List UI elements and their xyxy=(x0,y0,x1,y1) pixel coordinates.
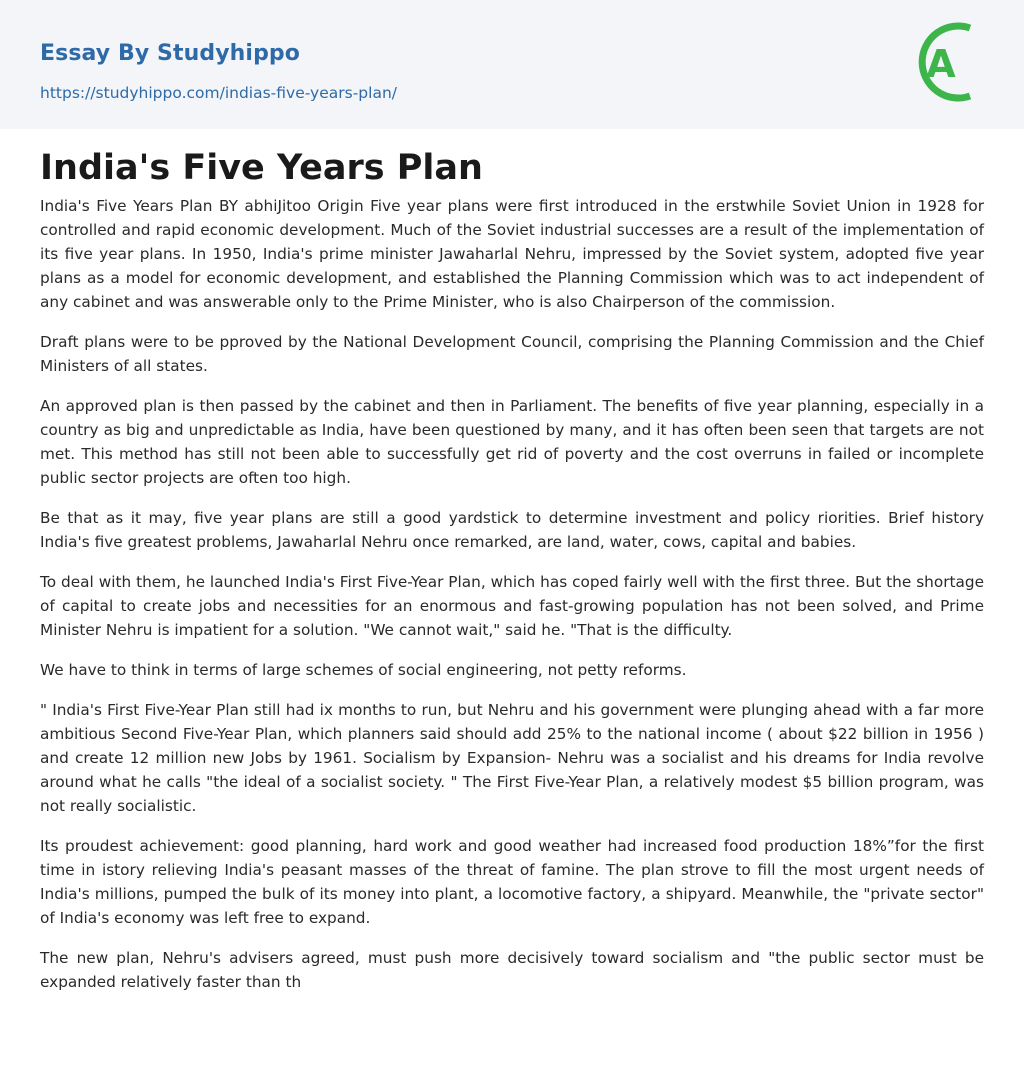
paragraph: Draft plans were to be pproved by the National Development Council, comprising the Planning Commission and the Chief Ministers of all states. xyxy=(40,333,984,375)
paragraph: The new plan, Nehru's advisers agreed, must push more decisively toward socialism and "the public sector must be expanded relatively faster than th xyxy=(40,949,984,991)
site-brand[interactable]: Essay By Studyhippo xyxy=(40,41,300,66)
paragraph: Be that as it may, five year plans are still a good yardstick to determine investment and policy riorities. Brief history India's five greatest problems, Jawaharlal Nehru once remarked, are land, water, cows, capital and babies. xyxy=(40,509,984,551)
paragraph: Its proudest achievement: good planning, hard work and good weather had increased food production 18%”for the first time in istory relieving India's peasant masses of the threat of famine. The plan strove to fill the most urgent needs of India's millions, pumped the bulk of its money into plant, a locomotive factory, a shipyard. Meanwhile, the "private sector" of India's economy was left free to expand. xyxy=(40,837,984,927)
paragraph: We have to think in terms of large schemes of social engineering, not petty reforms. xyxy=(40,661,687,679)
page-title: India's Five Years Plan xyxy=(40,148,483,188)
paragraph: To deal with them, he launched India's First Five-Year Plan, which has coped fairly well with the first three. But the shortage of capital to create jobs and necessities for an enormous and fast-growing population has not been solved, and Prime Minister Nehru is impatient for a solution. "We cannot wait," said he. "That is the difficulty. xyxy=(40,573,984,639)
paragraph: India's Five Years Plan BY abhiJitoo Origin Five year plans were first introduced in the erstwhile Soviet Union in 1928 for controlled and rapid economic development. Much of the Soviet industrial successes are a result of the implementation of its five year plans. In 1950, India's prime minister Jawaharlal Nehru, impressed by the Soviet system, adopted five year plans as a model for economic development, and established the Planning Commission which was to act independent of any cabinet and was answerable only to the Prime Minister, who is also Chairperson of the commission. xyxy=(40,197,984,311)
logo-letter: A xyxy=(926,42,956,86)
paragraph: An approved plan is then passed by the cabinet and then in Parliament. The benefits of five year planning, especially in a country as big and unpredictable as India, have been questioned by many, and it has often been seen that targets are not met. This method has still not been able to successfully get rid of poverty and the cost overruns in failed or incomplete public sector projects are often too high. xyxy=(40,397,984,487)
studyhippo-logo-icon[interactable] xyxy=(910,18,988,106)
source-url-link[interactable]: https://studyhippo.com/indias-five-years-plan/ xyxy=(40,84,397,102)
article-body xyxy=(40,194,984,1010)
paragraph: " India's First Five-Year Plan still had ix months to run, but Nehru and his government were plunging ahead with a far more ambitious Second Five-Year Plan, which planners said should add 25% to the national income ( about $22 billion in 1956 ) and create 12 million new Jobs by 1961. Socialism by Expansion- Nehru was a socialist and his dreams for India revolve around what he calls "the ideal of a socialist society. " The First Five-Year Plan, a relatively modest $5 billion program, was not really socialistic. xyxy=(40,701,984,815)
page-header xyxy=(0,0,1024,129)
